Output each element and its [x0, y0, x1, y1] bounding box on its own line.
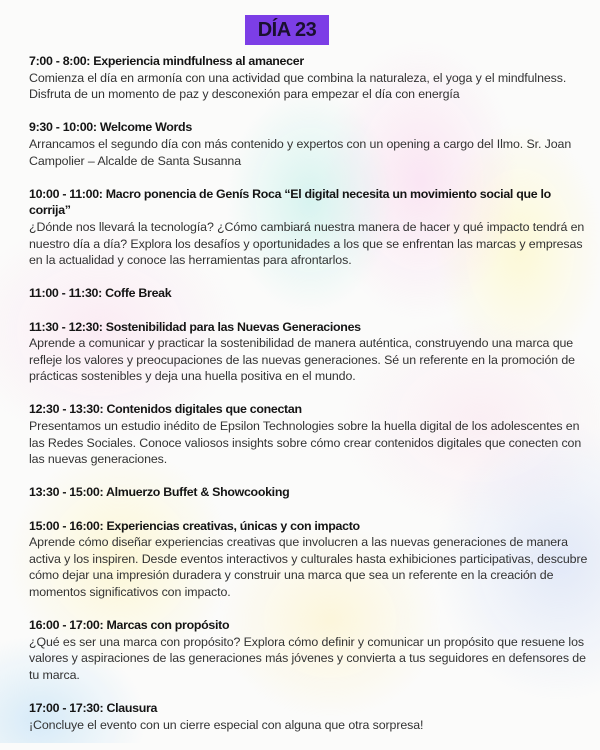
schedule-item — [29, 518, 589, 601]
day-title-badge: DÍA 23 — [245, 15, 329, 45]
schedule-item — [29, 186, 589, 269]
session-heading: 10:00 - 11:00: Macro ponencia de Genís Roca “El digital necesita un movimiento social que lo corrija” — [29, 186, 551, 218]
session-heading: 17:00 - 17:30: Clausura — [29, 701, 158, 716]
session-description: ¿Qué es ser una marca con propósito? Explora cómo definir y comunicar un propósito que resuene los valores y aspiraciones de las generaciones más jóvenes y convierta a tus seguidores en defensores de tu marca. — [29, 634, 586, 682]
session-heading: 13:30 - 15:00: Almuerzo Buffet & Showcooking — [29, 485, 290, 500]
schedule-item — [29, 53, 589, 103]
session-heading: 16:00 - 17:00: Marcas con propósito — [29, 618, 230, 633]
schedule-item — [29, 484, 589, 501]
schedule-item — [29, 617, 589, 683]
schedule-item — [29, 319, 589, 385]
session-heading: 9:30 - 10:00: Welcome Words — [29, 120, 192, 135]
session-description: Aprende cómo diseñar experiencias creativas que involucren a las nuevas generaciones de manera activa y los inspiren. Desde eventos interactivos y culturales hasta exhibiciones participativas, descubre cómo dejar una impresión duradera y construir una marca que sea un referente en la creación de momentos significativos con impacto. — [29, 535, 588, 599]
session-heading: 11:00 - 11:30: Coffe Break — [29, 286, 172, 301]
schedule-list — [29, 53, 589, 750]
session-heading: 7:00 - 8:00: Experiencia mindfulness al amanecer — [29, 54, 304, 68]
schedule-item — [29, 401, 589, 467]
session-description: ¿Dónde nos llevará la tecnología? ¿Cómo cambiará nuestra manera de hacer y qué impacto tendrá en nuestro día a día? Explora los desafíos y oportunidades a los que se enfrentan las marcas y empresas en la actualidad y conoce las herramientas para afrontarlos. — [29, 219, 585, 268]
session-heading: 11:30 - 12:30: Sostenibilidad para las Nuevas Generaciones — [29, 319, 361, 334]
session-description: ¡Concluye el evento con un cierre especial con alguna que otra sorpresa! — [29, 717, 424, 732]
session-heading: 12:30 - 13:30: Contenidos digitales que conectan — [29, 402, 302, 417]
session-description: Comienza el día en armonía con una actividad que combina la naturaleza, el yoga y el mindfulness. Disfruta de un momento de paz y desconexión para empezar el día con energía — [29, 70, 567, 102]
schedule-item — [29, 285, 589, 302]
session-description: Aprende a comunicar y practicar la sostenibilidad de manera auténtica, construyendo una marca que refleje los valores y preocupaciones de las nuevas generaciones. Sé un referente en la promoción de prácticas sostenibles y deja una huella positiva en el mundo. — [29, 336, 575, 384]
session-description: Arrancamos el segundo día con más contenido y expertos con un opening a cargo del Ilmo. Sr. Joan Campolier – Alcalde de Santa Susanna — [29, 136, 572, 168]
schedule-item — [29, 700, 589, 733]
schedule-item — [29, 119, 589, 169]
session-description: Presentamos un estudio inédito de Epsilon Technologies sobre la huella digital de los adolescentes en las Redes Sociales. Conoce valiosos insights sobre cómo crear contenidos digitales que conecten con las nuevas generaciones. — [29, 419, 582, 467]
session-heading: 15:00 - 16:00: Experiencias creativas, únicas y con impacto — [29, 518, 360, 533]
